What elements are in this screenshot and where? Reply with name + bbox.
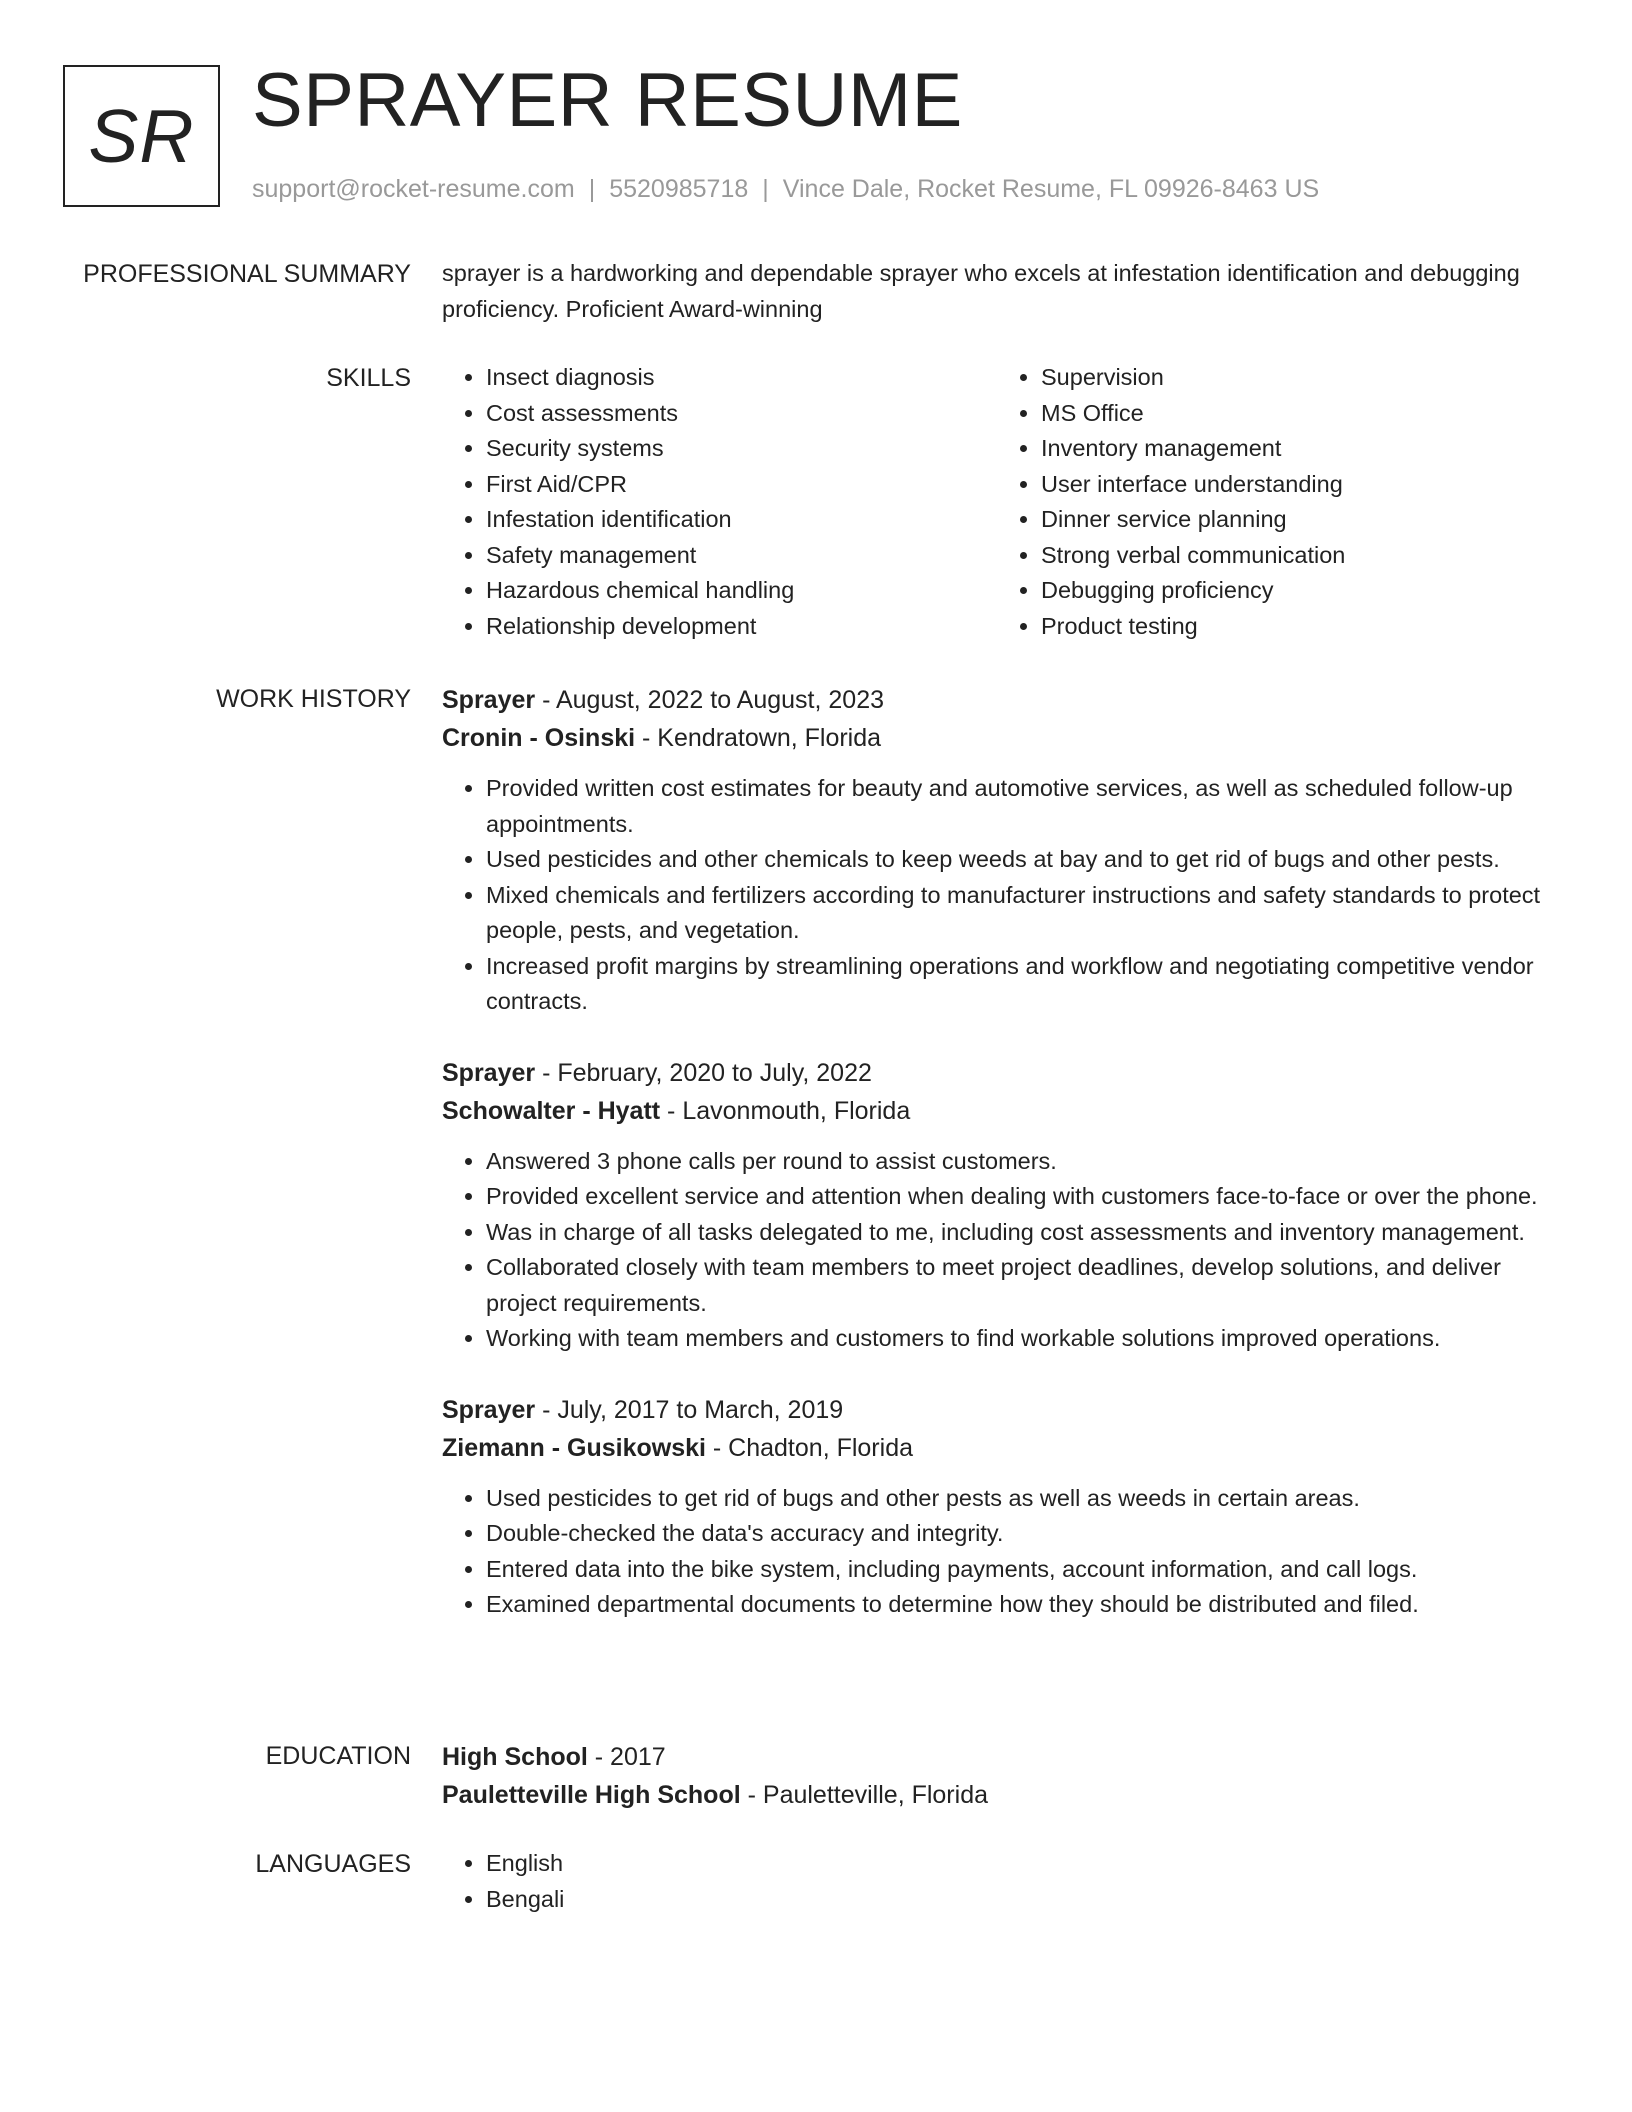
job-company-line: [442, 1429, 1552, 1467]
skill-item: • Inventory management: [1041, 431, 1552, 467]
skill-item: • Relationship development: [486, 609, 997, 645]
job-location: - Kendratown, Florida: [635, 724, 882, 752]
section-title-summary: PROFESSIONAL SUMMARY: [83, 260, 411, 288]
education-degree-line: [442, 1738, 1552, 1776]
job-title-line: [442, 1391, 1552, 1429]
section-title-skills: SKILLS: [326, 364, 411, 392]
job-title-line: [442, 1054, 1552, 1092]
languages-body: [442, 1846, 1552, 1917]
section-title-education: EDUCATION: [265, 1742, 411, 1770]
contact-phone: 5520985718: [609, 175, 749, 203]
job-company: Cronin - Osinski: [442, 724, 636, 752]
job-bullet: • Answered 3 phone calls per round to assist customers.: [486, 1144, 1552, 1180]
education-school-line: [442, 1776, 1552, 1814]
job-entry: [442, 1054, 1552, 1357]
job-role: Sprayer: [442, 686, 536, 714]
job-dates: - August, 2022 to August, 2023: [535, 686, 885, 714]
job-role: Sprayer: [442, 1058, 536, 1087]
skill-item: • MS Office: [1041, 396, 1552, 432]
job-bullet: • Entered data into the bike system, including payments, account information, and call logs.: [486, 1552, 1552, 1588]
skill-item: • Strong verbal communication: [1041, 538, 1552, 574]
job-company: Ziemann - Gusikowski: [442, 1433, 706, 1462]
section-title-languages: LANGUAGES: [255, 1850, 411, 1878]
job-location: - Chadton, Florida: [705, 1433, 913, 1462]
section-title-work-history: WORK HISTORY: [216, 685, 411, 713]
monogram-badge: [63, 65, 220, 207]
monogram-initials: SR: [88, 94, 195, 178]
job-bullet: • Examined departmental documents to determine how they should be distributed and filed.: [486, 1587, 1552, 1623]
job-dates: - July, 2017 to March, 2019: [535, 1395, 844, 1424]
skill-item: • Product testing: [1041, 609, 1552, 645]
job-location: - Lavonmouth, Florida: [660, 1096, 911, 1125]
resume-title: SPRAYER RESUME: [252, 58, 963, 143]
skill-item: • Cost assessments: [486, 396, 997, 432]
contact-address: Vince Dale, Rocket Resume, FL 09926-8463 US: [782, 175, 1320, 203]
job-bullet: • Working with team members and customers to find workable solutions improved operations.: [486, 1321, 1552, 1357]
education-location: - Pauletteville, Florida: [740, 1781, 988, 1809]
job-entry: [442, 681, 1552, 1020]
skill-item: • User interface understanding: [1041, 467, 1552, 503]
job-bullet: • Provided excellent service and attention when dealing with customers face-to-face or over the phone.: [486, 1179, 1552, 1215]
job-bullet: • Used pesticides and other chemicals to keep weeds at bay and to get rid of bugs and other pests.: [486, 842, 1552, 878]
job-bullets: [442, 1481, 1552, 1623]
job-company-line: [442, 1092, 1552, 1130]
education-school: Pauletteville High School: [442, 1781, 741, 1809]
skills-columns: [442, 360, 1552, 644]
job-bullet: • Was in charge of all tasks delegated to me, including cost assessments and inventory management.: [486, 1215, 1552, 1251]
job-bullet: • Mixed chemicals and fertilizers according to manufacturer instructions and safety standards to protect people, pests, and vegetation.: [486, 878, 1552, 949]
job-dates: - February, 2020 to July, 2022: [535, 1058, 872, 1087]
job-title-line: [442, 681, 1552, 719]
education-year: - 2017: [587, 1743, 666, 1771]
language-item: • Bengali: [486, 1882, 1552, 1918]
work-history-body: [442, 681, 1552, 1657]
languages-list: [442, 1846, 1552, 1917]
skill-item: • First Aid/CPR: [486, 467, 997, 503]
contact-email: support@rocket-resume.com: [252, 175, 575, 203]
skill-item: • Dinner service planning: [1041, 502, 1552, 538]
skill-item: • Safety management: [486, 538, 997, 574]
education-degree: High School: [442, 1743, 588, 1771]
job-entry: [442, 1391, 1552, 1623]
summary-body: [442, 256, 1552, 327]
skill-item: • Security systems: [486, 431, 997, 467]
skill-item: • Supervision: [1041, 360, 1552, 396]
job-bullet: • Provided written cost estimates for beauty and automotive services, as well as scheduled follow-up appointments.: [486, 771, 1552, 842]
skill-item: • Insect diagnosis: [486, 360, 997, 396]
contact-separator: |: [588, 175, 596, 203]
job-bullet: • Collaborated closely with team members to meet project deadlines, develop solutions, and deliver project requirements.: [486, 1250, 1552, 1321]
job-role: Sprayer: [442, 1395, 536, 1424]
contact-line: [252, 172, 1319, 206]
job-bullet: • Used pesticides to get rid of bugs and other pests as well as weeds in certain areas.: [486, 1481, 1552, 1517]
job-bullets: [442, 771, 1552, 1020]
skill-item: • Infestation identification: [486, 502, 997, 538]
contact-separator: |: [762, 175, 769, 203]
job-company-line: [442, 719, 1552, 757]
skills-list-left: [442, 360, 997, 644]
job-company: Schowalter - Hyatt: [442, 1096, 661, 1125]
skills-list-right: [997, 360, 1552, 644]
skill-item: • Debugging proficiency: [1041, 573, 1552, 609]
education-body: [442, 1738, 1552, 1814]
skill-item: • Hazardous chemical handling: [486, 573, 997, 609]
job-bullets: [442, 1144, 1552, 1357]
summary-text: sprayer is a hardworking and dependable sprayer who excels at infestation identification and debugging proficiency. Proficient Award-winning: [442, 260, 1520, 322]
language-item: • English: [486, 1846, 1552, 1882]
skills-body: [442, 360, 1552, 644]
job-bullet: • Increased profit margins by streamlining operations and workflow and negotiating competitive vendor contracts.: [486, 949, 1552, 1020]
job-bullet: • Double-checked the data's accuracy and integrity.: [486, 1516, 1552, 1552]
